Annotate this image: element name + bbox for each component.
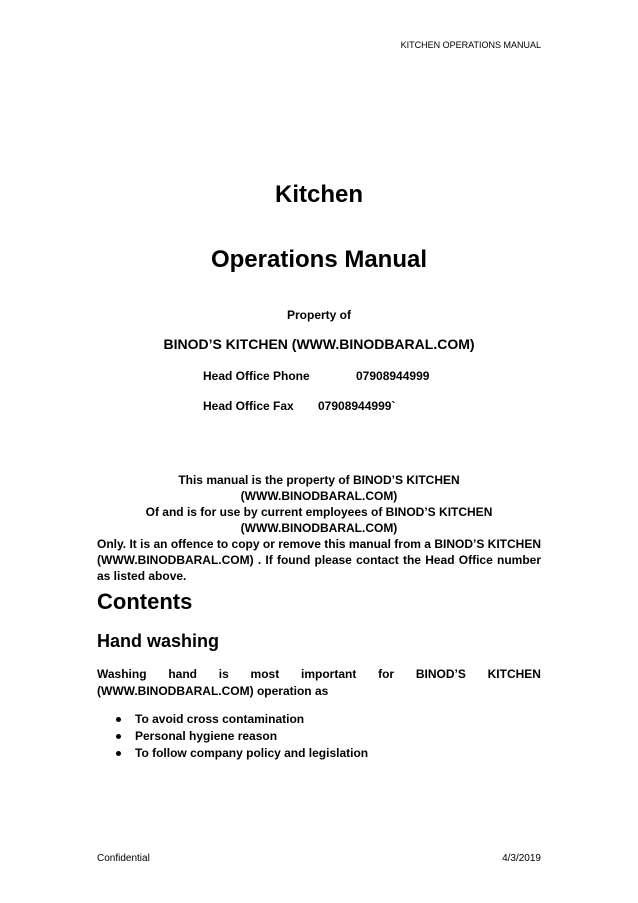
list-item-text: To avoid cross contamination bbox=[135, 712, 305, 726]
intro-word: most bbox=[250, 667, 280, 681]
title-operations-manual: Operations Manual bbox=[210, 246, 428, 273]
intro-word: important bbox=[300, 667, 357, 681]
intro-word: BINOD’S bbox=[415, 667, 466, 681]
bullet-icon bbox=[116, 734, 121, 739]
list-item bbox=[97, 745, 368, 762]
notice-line-3: Of and is for use by current employees of BINOD’S KITCHEN bbox=[145, 505, 493, 519]
company-name: BINOD’S KITCHEN (WWW.BINODBARAL.COM) bbox=[163, 336, 475, 352]
bullet-icon bbox=[116, 717, 121, 722]
section-heading: Hand washing bbox=[97, 631, 220, 651]
intro-word: Washing bbox=[97, 667, 147, 681]
notice-line-2: (WWW.BINODBARAL.COM) bbox=[240, 489, 398, 503]
bullet-icon bbox=[116, 751, 121, 756]
list-item bbox=[97, 711, 368, 728]
bullet-list bbox=[97, 711, 368, 762]
fax-value: 07908944999` bbox=[318, 399, 396, 413]
notice-line-1: This manual is the property of BINOD’S KITCHEN bbox=[178, 473, 460, 487]
phone-value: 07908944999 bbox=[356, 369, 430, 383]
intro-word: for bbox=[378, 667, 395, 681]
phone-label: Head Office Phone bbox=[203, 369, 310, 383]
intro-word: KITCHEN bbox=[487, 667, 541, 681]
footer-date: 4/3/2019 bbox=[502, 853, 541, 864]
intro-line-2: (WWW.BINODBARAL.COM) operation as bbox=[97, 684, 329, 698]
list-item-text: To follow company policy and legislation bbox=[135, 746, 369, 760]
footer-confidential: Confidential bbox=[97, 853, 150, 864]
list-item bbox=[97, 728, 368, 745]
intro-word: hand bbox=[168, 667, 197, 681]
fax-label: Head Office Fax bbox=[203, 399, 294, 413]
section-intro bbox=[97, 666, 541, 700]
property-of-label: Property of bbox=[286, 308, 351, 322]
running-header: KITCHEN OPERATIONS MANUAL bbox=[400, 40, 541, 50]
contents-heading: Contents bbox=[97, 589, 193, 614]
notice-paragraph: Only. It is an offence to copy or remove this manual from a BINOD’S KITCHEN (WWW.BINODBARAL.COM) . If found please contact the Head Office number as listed above. bbox=[97, 537, 541, 583]
ownership-notice bbox=[97, 472, 541, 584]
intro-word: is bbox=[218, 667, 229, 681]
intro-line-1 bbox=[97, 666, 541, 683]
notice-line-4: (WWW.BINODBARAL.COM) bbox=[240, 521, 398, 535]
title-kitchen: Kitchen bbox=[274, 181, 363, 208]
list-item-text: Personal hygiene reason bbox=[135, 729, 278, 743]
